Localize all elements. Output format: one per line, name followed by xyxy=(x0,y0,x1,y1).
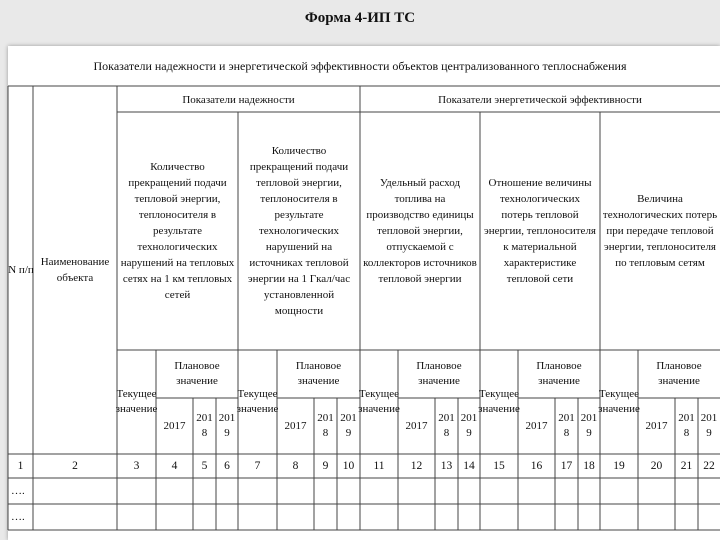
header-year: 2017 xyxy=(163,419,186,432)
header-year: 2018 xyxy=(558,412,575,439)
column-number: 16 xyxy=(530,460,543,472)
header-indicator-2: Количество прекращений подачи тепловой энергии, теплоносителя в результате технологических нарушений на источниках тепловой энергии на 1 Гкал/час установленной мощности xyxy=(247,145,351,317)
header-indicator-4: Отношение величины технологических потерь тепловой энергии, теплоносителя к материальной характеристике тепловой сети xyxy=(483,177,596,285)
header-current-value: Текущее значение xyxy=(358,388,400,415)
header-current-value: Текущее значение xyxy=(236,388,279,415)
header-current-value: Текущее значение xyxy=(478,388,520,415)
column-number: 14 xyxy=(463,460,475,472)
header-efficiency-group: Показатели энергетической эффективности xyxy=(438,94,642,106)
column-number: 1 xyxy=(17,460,24,472)
column-number: 3 xyxy=(133,460,140,472)
column-number: 2 xyxy=(72,460,78,472)
header-year: 2019 xyxy=(218,412,236,439)
column-number: 10 xyxy=(342,460,355,472)
column-number: 13 xyxy=(440,460,453,472)
header-year: 2017 xyxy=(525,419,548,432)
header-year: 2018 xyxy=(196,412,213,439)
header-year: 2018 xyxy=(317,412,334,439)
header-planned-value: Плановое значение xyxy=(416,360,462,387)
column-number: 11 xyxy=(373,460,385,472)
column-number: 22 xyxy=(703,460,715,472)
column-number: 12 xyxy=(410,460,423,472)
header-year: 2019 xyxy=(460,412,478,439)
column-number: 5 xyxy=(201,460,208,472)
header-indicator-3: Удельный расход топлива на производство единицы тепловой энергии, отпускаемой с коллекторов источников тепловой энергии xyxy=(363,177,477,285)
header-planned-value: Плановое значение xyxy=(656,360,702,387)
header-indicator-1: Количество прекращений подачи тепловой энергии, теплоносителя в результате технологических нарушений на тепловых сетях на 1 км тепловых сетей xyxy=(120,161,235,301)
header-year: 2019 xyxy=(700,412,718,439)
column-number: 21 xyxy=(680,460,693,472)
header-year: 2019 xyxy=(340,412,357,439)
column-number: 15 xyxy=(493,460,505,472)
header-object-name: Наименование объекта xyxy=(40,256,110,284)
header-year: 2019 xyxy=(580,412,598,439)
column-number: 18 xyxy=(583,460,595,472)
table-row: …. xyxy=(11,485,25,497)
header-planned-value: Плановое значение xyxy=(536,360,582,387)
header-year: 2017 xyxy=(645,419,668,432)
column-number: 20 xyxy=(650,460,663,472)
header-current-value: Текущее значение xyxy=(115,388,158,415)
column-number: 9 xyxy=(322,460,329,472)
column-number: 8 xyxy=(292,460,299,472)
header-planned-value: Плановое значение xyxy=(295,360,342,387)
header-planned-value: Плановое значение xyxy=(174,360,220,387)
header-indicator-5: Величина технологических потерь при передаче тепловой энергии, теплоносителя по тепловым сетям xyxy=(602,193,718,269)
table-caption: Показатели надежности и энергетической эффективности объектов централизованного теплоснабжения xyxy=(93,59,627,73)
column-number: 19 xyxy=(613,460,625,472)
header-number: N п/п xyxy=(8,264,34,276)
header-year: 2018 xyxy=(678,412,695,439)
header-current-value: Текущее значение xyxy=(598,388,640,415)
header-year: 2017 xyxy=(405,419,428,432)
column-number: 4 xyxy=(171,460,178,472)
column-number: 17 xyxy=(560,460,573,472)
page-title: Форма 4-ИП ТС xyxy=(304,10,416,26)
table-row: …. xyxy=(11,511,25,523)
header-year: 2018 xyxy=(438,412,455,439)
column-number: 6 xyxy=(224,460,230,472)
header-year: 2017 xyxy=(284,419,307,432)
header-reliability-group: Показатели надежности xyxy=(182,94,295,106)
column-number: 7 xyxy=(254,460,261,472)
